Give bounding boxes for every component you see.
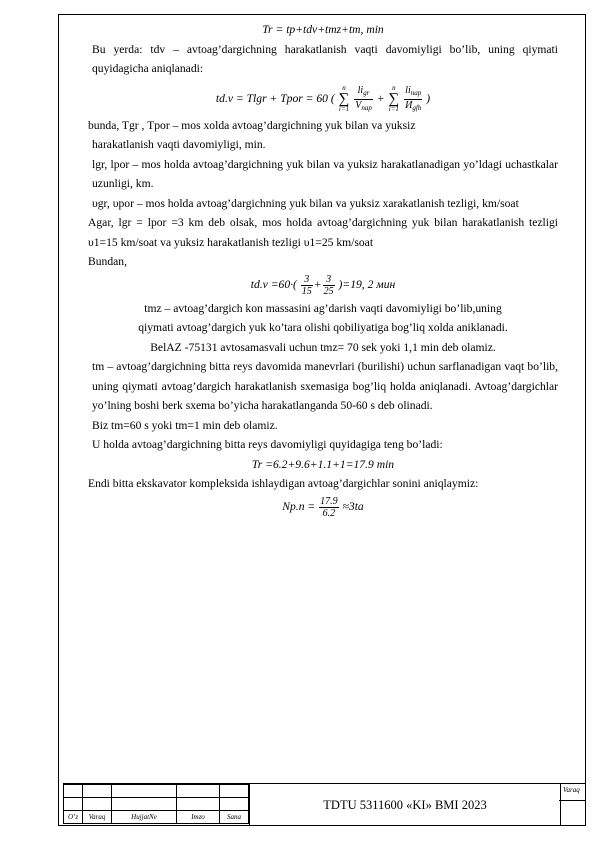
paragraph-tmz-2: qiymati avtoag’dargich yuk ko’tara olishi qobiliyatiga bog’liq xolda aniklanadi. [138, 321, 508, 334]
paragraph-buyerda: Bu yerda: tdv – avtoag’dargichning harakatlanish vaqti davomiyligi bo’lib, uning qiymati quyidagicha aniqlanadi: [92, 42, 558, 75]
paragraph-bunda-2: harakatlanish vaqti davomiyligi, min. [92, 138, 266, 151]
formula-tdv-left: td.v = Tlgr + Tpor = 60 ( [215, 91, 335, 105]
fraction-5: $\frac{17.9}{6.2}$ [320, 495, 338, 519]
stamp-varaq-label: Varaq [563, 786, 580, 794]
paragraph-endi: Endi bitta ekskavator kompleksida ishlaydigan avtoag’dargichlar sonini aniqlaymiz: [88, 477, 479, 490]
formula-n-right: ≈3ta [342, 499, 364, 513]
paragraph-uholda: U holda avtoag’dargichning bitta reys davomiyligi quyidagiga teng bo’ladi: [92, 438, 443, 451]
stamp-oz: O’z [64, 811, 83, 824]
plus-sign: + [376, 91, 385, 105]
formula2-left: td.v =60·( [250, 277, 297, 291]
fraction-4: $\frac{3}{25}$ [323, 273, 334, 297]
paragraph-belaz: BelAZ -75131 avtosamasvali uchun tmz= 70 sek yoki 1,1 min deb olamiz. [150, 340, 496, 354]
title-block [63, 783, 586, 827]
fraction-1: $\frac{li_{gr}}{V_{nap}}$ [355, 84, 372, 112]
paragraph-bunda: bunda, Tgr , Tpor – mos xolda avtoag’dargichning yuk bilan va yuksiz [88, 118, 416, 132]
formula-tdv-value: td.v =60·( $\frac{3}{15}$ + $\frac{3}{25}$ )=19, 2 мин [250, 273, 396, 297]
formula2-right: )=19, 2 мин [338, 277, 396, 291]
paragraph-bundan: Bundan, [88, 255, 127, 268]
formula-n-left: Np.n = [282, 499, 316, 513]
document-body [88, 20, 558, 521]
sum-symbol-2: n ∑ i=1 [388, 84, 400, 113]
paragraph-tmz-1: tmz – avtoag’dargich kon massasini ag’darish vaqti davomiyligi bo’lib,uning [144, 301, 502, 315]
paragraph-biz: Biz tm=60 s yoki tm=1 min deb olamiz. [92, 418, 278, 432]
stamp-imzo: Imzo [177, 811, 220, 824]
formula-tr-value: Tr =6.2+9.6+1.1+1=17.9 min [251, 457, 395, 471]
formula-tr: Tr = tp+tdv+tmz+tm, min [262, 23, 384, 36]
formula-tdv-right: ) [426, 91, 431, 105]
formula-n [88, 496, 558, 519]
stamp-varaq-box [559, 800, 586, 827]
paragraph-v: υgr, υpor – mos holda avtoag’dargichning yuk bilan va yuksiz xarakatlanish tezligi, km/soat [92, 196, 519, 210]
stamp-title: TDTU 5311600 «KI» BMI 2023 [249, 784, 561, 826]
stamp-hujjat: HujjatNe [112, 811, 177, 824]
stamp-table [63, 784, 249, 824]
fraction-2: $\frac{li_{nap}}{И_{gfh}}$ [405, 84, 422, 112]
formula-tdv [88, 85, 558, 114]
paragraph-tm: tm – avtoag’dargichning bitta reys davomida manevrlari (burilishi) uchun sarflanadigan vaqt bo’lib, uning qiymati avtoag’dargich harakatlanish sxemasiga bog’liq holda aniqlanadi. Avtoag’dargichlar yo’lning boshi berk sxema bo’yicha harakatlanganda 50-60 s deb olinadi. [92, 360, 558, 412]
stamp-varaq-col: Varaq [83, 811, 112, 824]
sum-symbol-1: n ∑ i=1 [338, 84, 350, 113]
fraction-3: $\frac{3}{15}$ [301, 273, 312, 297]
stamp-sana: Sana [220, 811, 249, 824]
paragraph-agar: Agar, lgr = lpor =3 km deb olsak, mos holda avtoag’dargichning yuk bilan harakatlanish tezligi υ1=15 km/soat va yuksiz harakatlanish tezligi υ1=25 km/soat [88, 216, 558, 249]
paragraph-l: lgr, lpor – mos holda avtoag’dargichning yuk bilan va yuksiz harakatlanadigan yo’ldagi uchastkalar uzunligi, km. [92, 157, 558, 190]
